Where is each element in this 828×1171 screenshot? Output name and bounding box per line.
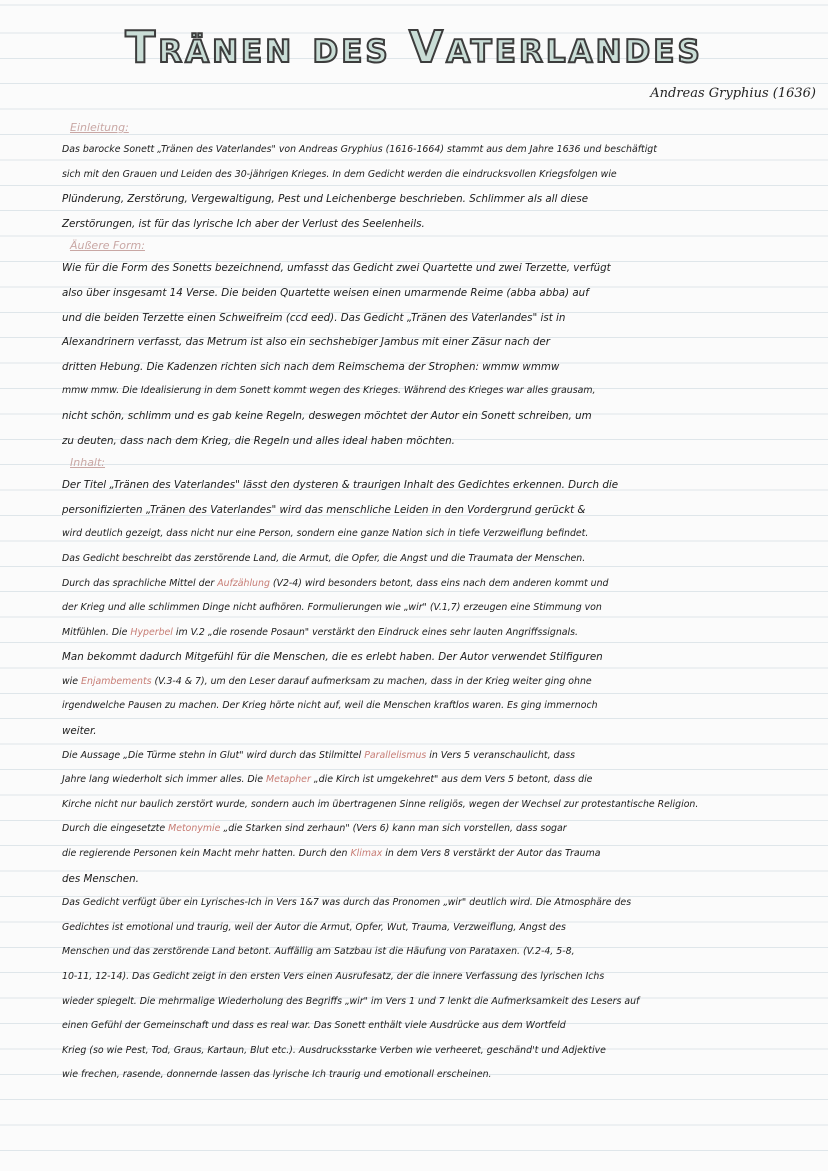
text-line: Plünderung, Zerstörung, Vergewaltigung, Pest und Leichenberge beschrieben. Schlimmer als all diese <box>62 193 589 206</box>
stylistic-device-highlight: Aufzählung <box>217 577 270 589</box>
text-line: der Krieg und alle schlimmen Dinge nicht aufhören. Formulierungen wie „wir" (V.1,7) erzeugen eine Stimmung von <box>62 602 602 614</box>
stylistic-device-highlight: Klimax <box>350 848 383 860</box>
text-line: dritten Hebung. Die Kadenzen richten sich nach dem Reimschema der Strophen: wmmw wmmw <box>62 360 560 373</box>
text-line: Das Gedicht beschreibt das zerstörende Land, die Armut, die Opfer, die Angst und die Traumata der Menschen. <box>62 552 586 564</box>
stylistic-device-highlight: Parallelismus <box>364 749 427 761</box>
text-line: Gedichtes ist emotional und traurig, weil der Autor die Armut, Opfer, Wut, Trauma, Verzweiflung, Angst des <box>62 921 566 933</box>
stylistic-device-highlight: Metapher <box>266 774 311 786</box>
text-line: Menschen und das zerstörende Land betont. Auffällig am Satzbau ist die Häufung von Parataxen. (V.2-4, 5-8, <box>62 946 575 958</box>
text-line: Wie für die Form des Sonetts bezeichnend, umfasst das Gedicht zwei Quartette und zwei Terzette, verfügt <box>62 262 611 275</box>
text-line: Kirche nicht nur baulich zerstört wurde, sondern auch im übertragenen Sinne religiös, wegen der Wechsel zur protestantische Religion. <box>62 798 699 810</box>
text-line: Jahre lang wiederholt sich immer alles. Die Metapher „die Kirch ist umgekehret" aus dem Vers 5 betont, dass die <box>62 774 593 786</box>
section-heading-einleitung: Einleitung: <box>70 121 129 134</box>
section-heading-inhalt: Inhalt: <box>70 456 106 470</box>
text-line: wie frechen, rasende, donnernde lassen das lyrische Ich traurig und emotionall erscheinen. <box>62 1069 492 1081</box>
essay-body <box>62 118 762 1088</box>
text-line: die regierende Personen kein Macht mehr hatten. Durch den Klimax in dem Vers 8 verstärkt der Autor das Trauma <box>62 848 601 860</box>
text-line: Durch die eingesetzte Metonymie „die Starken sind zerhaun" (Vers 6) kann man sich vorstellen, dass sogar <box>62 823 567 835</box>
text-line: einen Gefühl der Gemeinschaft und dass es real war. Das Sonett enthält viele Ausdrücke aus dem Wortfeld <box>62 1020 566 1032</box>
text-line: Zerstörungen, ist für das lyrische Ich aber der Verlust des Seelenheils. <box>62 217 425 230</box>
text-line: mmw mmw. Die Idealisierung in dem Sonett kommt wegen des Krieges. Während des Krieges war alles grausam, <box>62 385 596 397</box>
stylistic-device-highlight: Enjambements <box>81 675 152 687</box>
page-title: Tränen des Vaterlandes <box>125 22 703 73</box>
text-line: wieder spiegelt. Die mehrmalige Wiederholung des Begriffs „wir" im Vers 1 und 7 lenkt die Aufmerksamkeit des Lesers auf <box>62 995 640 1007</box>
section-heading-form: Äußere Form: <box>70 239 145 253</box>
text-line: Das Gedicht verfügt über ein Lyrisches-Ich in Vers 1&7 was durch das Pronomen „wir" deutlich wird. Die Atmosphäre des <box>62 897 632 909</box>
text-line: Alexandrinern verfasst, das Metrum ist also ein sechshebiger Jambus mit einer Zäsur nach der <box>62 336 550 349</box>
stylistic-device-highlight: Metonymie <box>168 823 221 835</box>
text-line: nicht schön, schlimm und es gab keine Regeln, deswegen möchtet der Autor ein Sonett schreiben, um <box>62 409 592 422</box>
text-line: und die beiden Terzette einen Schweifreim (ccd eed). Das Gedicht „Tränen des Vaterlandes" ist in <box>62 311 566 324</box>
stylistic-device-highlight: Hyperbel <box>130 626 173 638</box>
text-line: Die Aussage „Die Türme stehn in Glut" wird durch das Stilmittel Parallelismus in Vers 5 veranschaulicht, dass <box>62 749 576 761</box>
text-line: Das barocke Sonett „Tränen des Vaterlandes" von Andreas Gryphius (1616-1664) stammt aus dem Jahre 1636 und beschäftigt <box>62 144 657 155</box>
text-line: irgendwelche Pausen zu machen. Der Krieg hörte nicht auf, weil die Menschen kraftlos waren. Es ging immernoch <box>62 700 598 712</box>
text-line: Mitfühlen. Die Hyperbel im V.2 „die rosende Posaun" verstärkt den Eindruck eines sehr lauten Angriffssignals. <box>62 626 578 638</box>
text-line: Der Titel „Tränen des Vaterlandes" lässt den dysteren & traurigen Inhalt des Gedichtes erkennen. Durch die <box>62 479 619 492</box>
text-line: des Menschen. <box>62 872 139 885</box>
text-line: weiter. <box>62 725 97 738</box>
text-line: Durch das sprachliche Mittel der Aufzählung (V2-4) wird besonders betont, dass eins nach dem anderen kommt und <box>62 577 609 589</box>
text-line: Man bekommt dadurch Mitgefühl für die Menschen, die es erlebt haben. Der Autor verwendet Stilfiguren <box>62 651 603 664</box>
text-line: wird deutlich gezeigt, dass nicht nur eine Person, sondern eine ganze Nation sich in tiefe Verzweiflung befindet. <box>62 528 589 540</box>
text-line: sich mit den Grauen und Leiden des 30-jährigen Krieges. In dem Gedicht werden die eindrucksvollen Kriegsfolgen wie <box>62 168 617 180</box>
text-line: also über insgesamt 14 Verse. Die beiden Quartette weisen einen umarmende Reime (abba abba) auf <box>62 286 589 299</box>
text-line: 10-11, 12-14). Das Gedicht zeigt in den ersten Vers einen Ausrufesatz, der die innere Verfassung des lyrischen Ichs <box>62 971 605 982</box>
text-line: wie Enjambements (V.3-4 & 7), um den Leser darauf aufmerksam zu machen, dass in der Krieg weiter ging ohne <box>62 675 592 687</box>
text-line: zu deuten, dass nach dem Krieg, die Regeln und alles ideal haben möchten. <box>62 434 455 447</box>
text-line: personifizierten „Tränen des Vaterlandes" wird das menschliche Leiden in den Vordergrund gerückt & <box>62 503 586 516</box>
text-line: Krieg (so wie Pest, Tod, Graus, Kartaun, Blut etc.). Ausdrucksstarke Verben wie verheeret, geschänd't und Adjektive <box>62 1044 606 1056</box>
author-line: Andreas Gryphius (1636) <box>650 86 816 101</box>
